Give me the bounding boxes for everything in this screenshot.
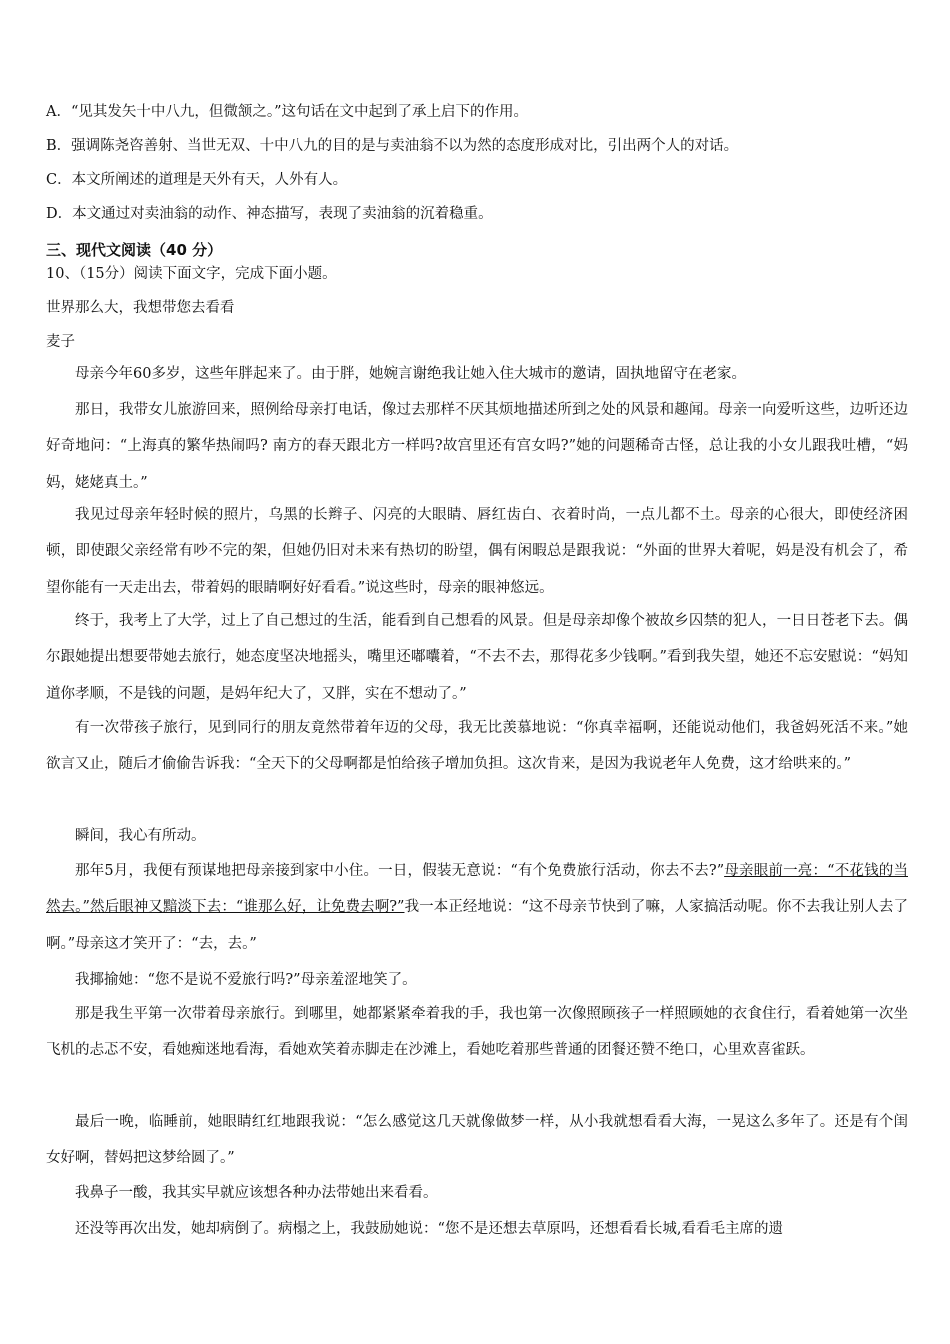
underlined-sentence: 母亲眼前一亮：“不花钱的当然去。”然后眼神又黯淡下去：“谁那么好，让免费去啊?” [46,863,908,916]
option-d: D．本文通过对卖油翁的动作、神态描写，表现了卖油翁的沉着稳重。 [46,206,493,222]
paragraph-11: 我鼻子一酸，我其实早就应该想各种办法带她出来看看。 [75,1185,438,1201]
option-a: A．“见其发矢十中八九，但微颔之。”这句话在文中起到了承上启下的作用。 [46,104,529,120]
article-title: 世界那么大，我想带您去看看 [46,300,235,316]
option-b: B．强调陈尧咨善射、当世无双、十中八九的目的是与卖油翁不以为然的态度形成对比，引出两个人的对话。 [46,138,739,154]
paragraph-4: 终于，我考上了大学，过上了自己想过的生活，能看到自己想看的风景。但是母亲却像个被故乡囚禁的犯人，一日日苍老下去。偶尔跟她提出想要带她去旅行，她态度坚决地摇头，嘴里还嘟囔着，“不去不去，那得花多少钱啊。”看到我失望，她还不忘安慰说：“妈知道你孝顺，不是钱的问题，是妈年纪大了，又胖，实在不想动了。” [46,613,908,702]
section-title: 三、现代文阅读（40 分） [46,241,223,259]
paragraph-2: 那日，我带女儿旅游回来，照例给母亲打电话，像过去那样不厌其烦地描述所到之处的风景和趣闻。母亲一向爱听这些，边听还边好奇地问：“上海真的繁华热闹吗? 南方的春天跟北方一样吗?故宫里还有宫女吗?”她的问题稀奇古怪，总让我的小女儿跟我吐槽，“妈妈，姥姥真土。” [46,402,908,491]
paragraph-7 [46,853,908,962]
paragraph-10: 最后一晚，临睡前，她眼睛红红地跟我说：“怎么感觉这几天就像做梦一样，从小我就想看看大海，一晃这么多年了。还是有个闺女好啊，替妈把这梦给圆了。” [46,1114,908,1167]
question-stem: 10、（15分）阅读下面文字，完成下面小题。 [46,266,337,282]
paragraph-7-start: 那年5月，我便有预谋地把母亲接到家中小住。一日，假装无意说：“有个免费旅行活动，你去不去?” [75,863,725,879]
paragraph-12: 还没等再次出发，她却病倒了。病榻之上，我鼓励她说：“您不是还想去草原吗，还想看看长城,看看毛主席的遗 [75,1221,784,1237]
article-author: 麦子 [46,334,75,350]
paragraph-6: 瞬间，我心有所动。 [75,828,206,844]
paragraph-3: 我见过母亲年轻时候的照片，乌黑的长辫子、闪亮的大眼睛、唇红齿白、衣着时尚，一点儿都不土。母亲的心很大，即使经济困顿，即使跟父亲经常有吵不完的架，但她仍旧对未来有热切的盼望，偶有闲暇总是跟我说：“外面的世界大着呢，妈是没有机会了，希望你能有一天走出去，带着妈的眼睛啊好好看看。”说这些时，母亲的眼神悠远。 [46,507,908,596]
paragraph-5: 有一次带孩子旅行，见到同行的朋友竟然带着年迈的父母，我无比羡慕地说：“你真幸福啊，还能说动他们，我爸妈死活不来。”她欲言又止，随后才偷偷告诉我：“全天下的父母啊都是怕给孩子增加负担。这次肯来，是因为我说老年人免费，这才给哄来的。” [46,720,908,773]
paragraph-7-end: 我一本正经地说：“这不母亲节快到了嘛，人家搞活动呢。你不去我让别人去了啊。”母亲这才笑开了：“去，去。” [46,899,908,952]
paragraph-1: 母亲今年60多岁，这些年胖起来了。由于胖，她婉言谢绝我让她入住大城市的邀请，固执地留守在老家。 [75,366,746,382]
paragraph-9: 那是我生平第一次带着母亲旅行。到哪里，她都紧紧牵着我的手，我也第一次像照顾孩子一样照顾她的衣食住行，看着她第一次坐飞机的忐忑不安，看她痴迷地看海，看她欢笑着赤脚走在沙滩上，看她吃着那些普通的团餐还赞不绝口，心里欢喜雀跃。 [46,1006,908,1059]
option-c: C．本文所阐述的道理是天外有天，人外有人。 [46,172,348,188]
paragraph-8: 我揶揄她：“您不是说不爱旅行吗?”母亲羞涩地笑了。 [75,972,417,988]
